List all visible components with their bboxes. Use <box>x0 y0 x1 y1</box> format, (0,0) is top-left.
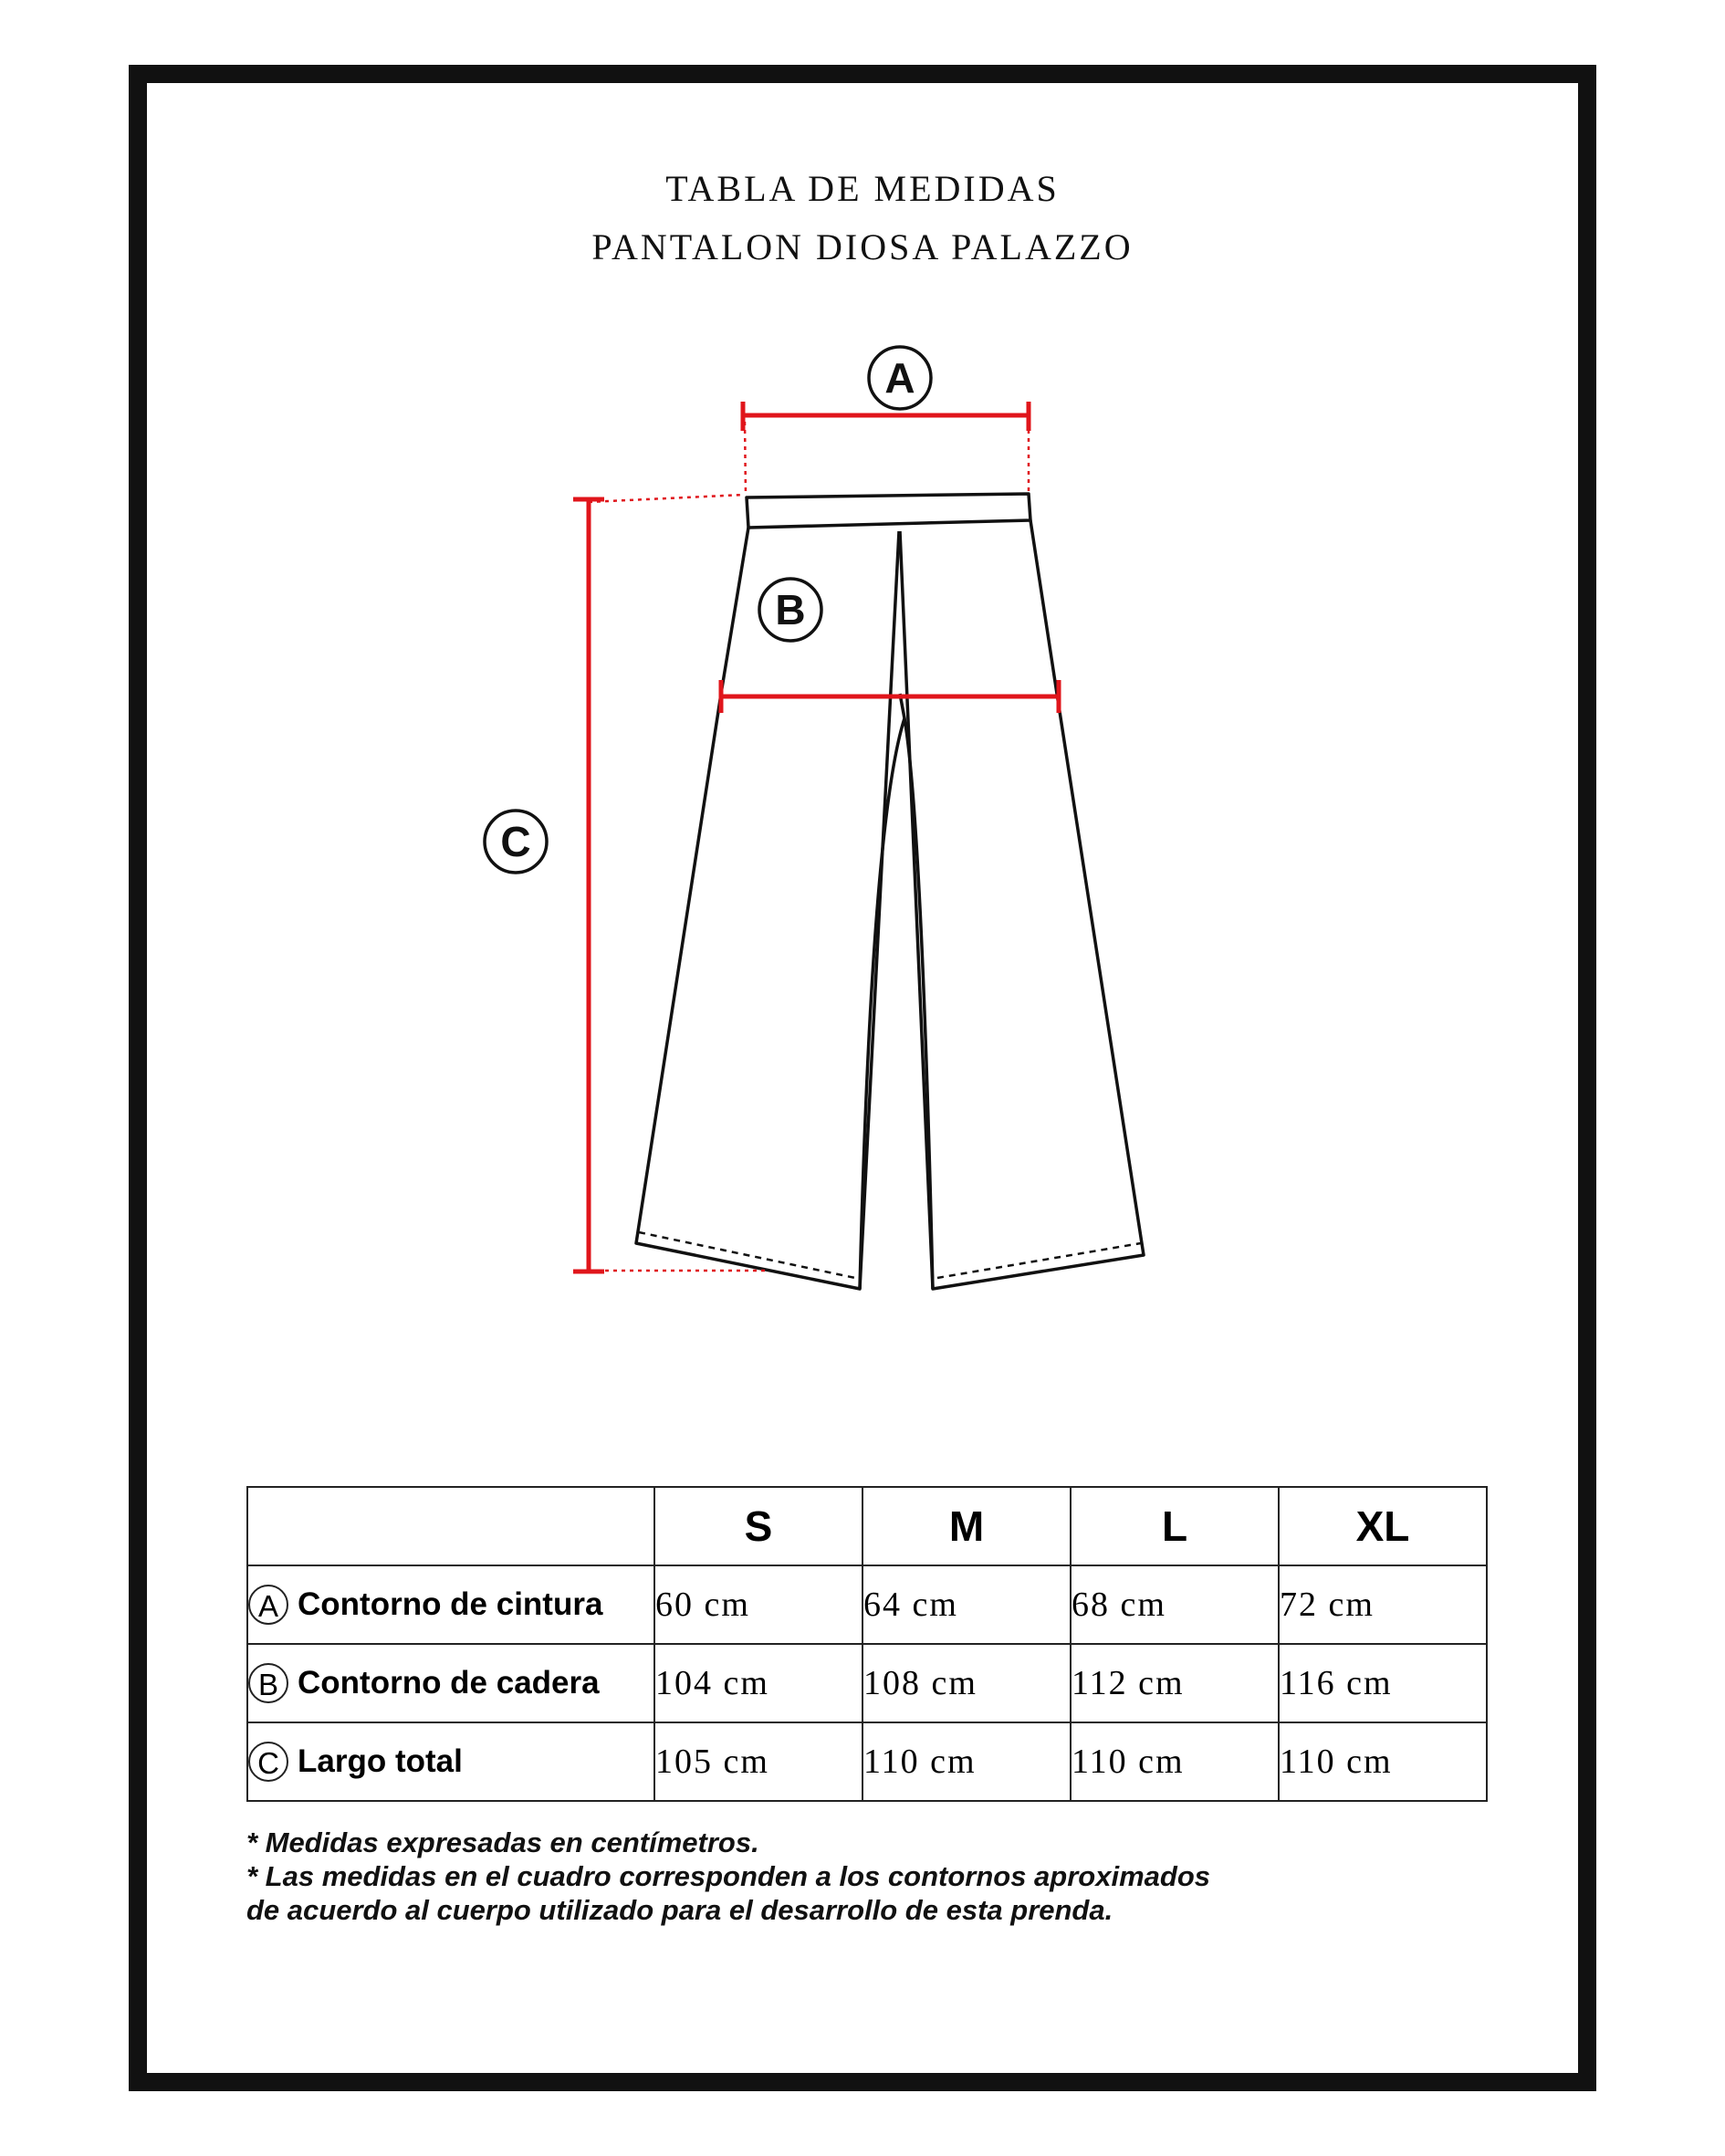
footnote-contours: * Las medidas en el cuadro corresponden a los contornos aproximados <box>246 1860 1210 1892</box>
marker-a-text: A <box>884 354 915 402</box>
row-label-waist <box>247 1565 654 1644</box>
size-header-l: L <box>1071 1487 1279 1565</box>
value-cell: 110 cm <box>1071 1722 1279 1801</box>
size-header-m: M <box>862 1487 1071 1565</box>
row-label-hip <box>247 1644 654 1722</box>
footnotes <box>246 1826 1524 1927</box>
page-title: TABLA DE MEDIDAS <box>665 168 1060 209</box>
size-header-xl: XL <box>1279 1487 1487 1565</box>
marker-b-badge: B <box>248 1663 288 1703</box>
value-cell: 72 cm <box>1279 1565 1487 1644</box>
size-header-s: S <box>654 1487 862 1565</box>
row-label-text: Largo total <box>298 1743 463 1779</box>
table-header-row <box>247 1487 1487 1565</box>
value-cell: 60 cm <box>654 1565 862 1644</box>
guide-lines <box>589 422 1029 1271</box>
value-cell: 104 cm <box>654 1644 862 1722</box>
pants-outline <box>636 494 1144 1289</box>
product-name: PANTALON DIOSA PALAZZO <box>591 226 1134 267</box>
marker-c <box>485 811 547 873</box>
size-chart-table <box>246 1486 1488 1802</box>
row-label-text: Contorno de cintura <box>298 1586 603 1622</box>
row-label-length <box>247 1722 654 1801</box>
table-row <box>247 1565 1487 1644</box>
value-cell: 110 cm <box>862 1722 1071 1801</box>
value-cell: 108 cm <box>862 1644 1071 1722</box>
marker-a <box>869 347 931 409</box>
value-cell: 116 cm <box>1279 1644 1487 1722</box>
value-cell: 105 cm <box>654 1722 862 1801</box>
right-leg-outline <box>900 520 1144 1289</box>
value-cell: 64 cm <box>862 1565 1071 1644</box>
waistband <box>747 494 1030 528</box>
marker-b-text: B <box>775 586 806 633</box>
left-leg-outline <box>636 528 899 1289</box>
table-row <box>247 1722 1487 1801</box>
table-corner-cell <box>247 1487 654 1565</box>
footnote-units: * Medidas expresadas en centímetros. <box>246 1826 759 1858</box>
marker-b <box>759 579 821 641</box>
value-cell: 110 cm <box>1279 1722 1487 1801</box>
footnote-contours-cont: de acuerdo al cuerpo utilizado para el desarrollo de esta prenda. <box>246 1894 1113 1926</box>
marker-c-badge: C <box>248 1742 288 1782</box>
marker-a-badge: A <box>248 1585 288 1625</box>
table-row <box>247 1644 1487 1722</box>
value-cell: 68 cm <box>1071 1565 1279 1644</box>
row-label-text: Contorno de cadera <box>298 1665 600 1701</box>
value-cell: 112 cm <box>1071 1644 1279 1722</box>
marker-c-text: C <box>500 818 531 865</box>
crotch-seam <box>860 694 904 1289</box>
measure-c-line <box>573 499 604 1272</box>
